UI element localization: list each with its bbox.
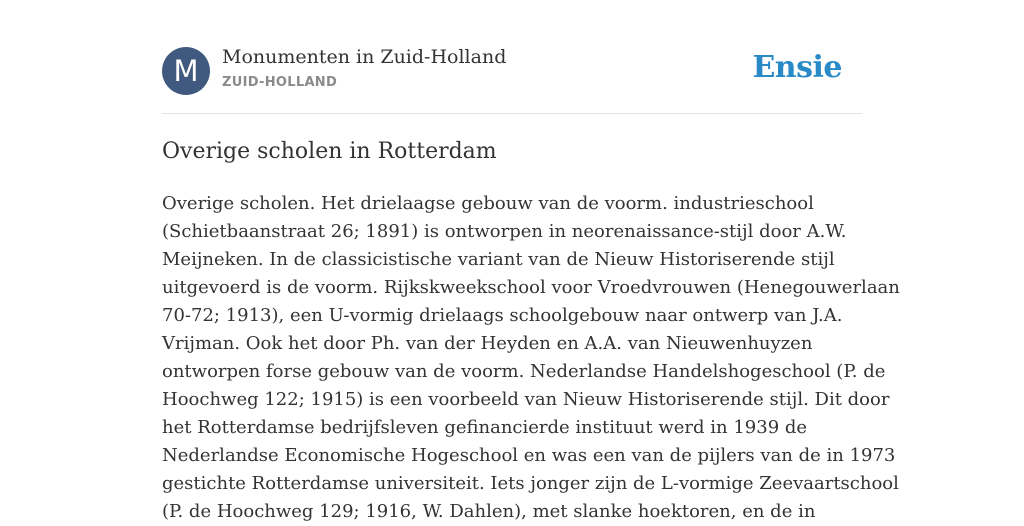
body-line: (P. de Hoochweg 129; 1916, W. Dahlen), met slanke hoektoren, en de in xyxy=(162,501,816,522)
ensie-logo[interactable]: Ensie xyxy=(752,50,842,85)
body-line: gestichte Rotterdamse universiteit. Iets jonger zijn de L-vormige Zeevaartschool xyxy=(162,473,899,494)
page xyxy=(162,0,900,522)
avatar[interactable]: M xyxy=(162,47,210,95)
body-line: Vrijman. Ook het door Ph. van der Heyden en A.A. van Nieuwenhuyzen xyxy=(162,333,813,354)
body-line: Meijneken. In de classicistische variant van de Nieuw Historiserende stijl xyxy=(162,249,835,270)
body-line: het Rotterdamse bedrijfsleven gefinancierde instituut werd in 1939 de xyxy=(162,417,808,438)
body-line: 70-72; 1913), een U-vormig drielaags schoolgebouw naar ontwerp van J.A. xyxy=(162,305,843,326)
article-title: Overige scholen in Rotterdam xyxy=(162,139,497,164)
source-region-label: ZUID-HOLLAND xyxy=(222,75,338,90)
body-line: uitgevoerd is de voorm. Rijkskweekschool voor Vroedvrouwen (Henegouwerlaan xyxy=(162,277,900,298)
header xyxy=(162,0,862,114)
source-name-link[interactable]: Monumenten in Zuid-Holland xyxy=(222,46,507,68)
body-line: Hoochweg 122; 1915) is een voorbeeld van Nieuw Historiserende stijl. Dit door xyxy=(162,389,890,410)
article-body xyxy=(162,190,900,526)
body-line: (Schietbaanstraat 26; 1891) is ontworpen in neorenaissance-stijl door A.W. xyxy=(162,221,847,242)
body-line: Overige scholen. Het drielaagse gebouw van de voorm. industrieschool xyxy=(162,193,814,214)
body-line: ontworpen forse gebouw van de voorm. Nederlandse Handelshogeschool (P. de xyxy=(162,361,886,382)
body-line: Nederlandse Economische Hogeschool en was een van de pijlers van de in 1973 xyxy=(162,445,896,466)
